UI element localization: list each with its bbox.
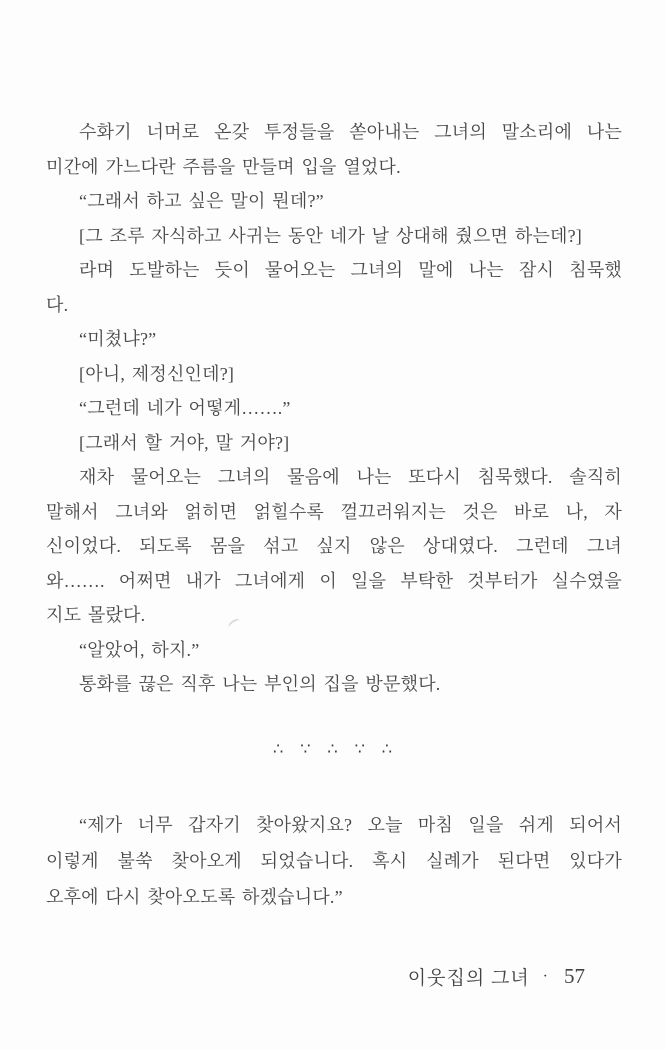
text-line: 신이었다. 되도록 몸을 섞고 싶지 않은 상대였다. 그런데 그녀 xyxy=(46,536,623,556)
text-line: [그래서 할 거야, 말 거야?] xyxy=(79,432,290,453)
text-line: 말해서 그녀와 얽히면 얽힐수록 껄끄러워지는 것은 바로 나, 자 xyxy=(46,501,622,522)
text-line: 오후에 다시 찾아오도록 하겠습니다.” xyxy=(46,887,343,907)
text-line: 지도 몰랐다. xyxy=(46,605,146,625)
text-line: 다. xyxy=(46,294,69,315)
text-line: 와……. 어쩌면 내가 그녀에게 이 일을 부탁한 것부터가 실수였을 xyxy=(46,570,622,591)
text-line: 통화를 끊은 직후 나는 부인의 집을 방문했다. xyxy=(79,674,441,694)
text-line: [그 조루 자식하고 사귀는 동안 네가 날 상대해 줬으면 하는데?] xyxy=(79,225,582,246)
text-line: 재차 물어오는 그녀의 물음에 나는 또다시 침묵했다. 솔직히 xyxy=(79,467,622,487)
text-line: 이렇게 불쑥 찾아오게 되었습니다. 혹시 실례가 된다면 있다가 xyxy=(46,851,622,871)
text-line: 수화기 너머로 온갖 투정들을 쏟아내는 그녀의 말소리에 나는 xyxy=(79,122,622,142)
closing-paragraph-block xyxy=(46,807,622,915)
page-footer xyxy=(408,963,585,990)
footer-separator-dot: · xyxy=(542,967,548,985)
text-line: “알았어, 하지.” xyxy=(79,639,200,660)
text-line: [아니, 제정신인데?] xyxy=(79,363,235,384)
page-number: 57 xyxy=(564,964,585,988)
text-line: “제가 너무 갑자기 찾아왔지요? 오늘 마침 일을 쉬게 되어서 xyxy=(79,815,622,835)
text-line: “그런데 네가 어떻게…….” xyxy=(79,398,291,418)
text-line: 라며 도발하는 듯이 물어오는 그녀의 말에 나는 잠시 침묵했 xyxy=(79,260,622,280)
text-line: “미쳤냐?” xyxy=(79,329,157,349)
text-line: “그래서 하고 싶은 말이 뭔데?” xyxy=(79,191,324,211)
text-line: 미간에 가느다란 주름을 만들며 입을 열었다. xyxy=(46,156,401,177)
running-book-title: 이웃집의 그녀 xyxy=(407,968,530,989)
scene-divider-ornament: ∴∵∴∵∴ xyxy=(273,739,409,758)
main-text-block xyxy=(46,115,622,702)
